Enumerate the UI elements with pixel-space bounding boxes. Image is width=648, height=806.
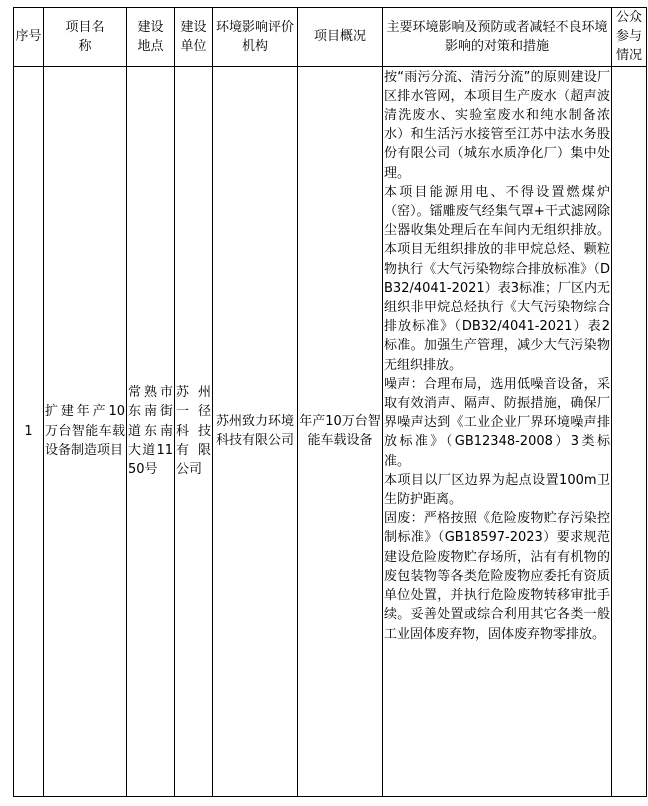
measure-water: 按“雨污分流、清污分流”的原则建设厂区排水管网，本项目生产废水（超声波清洗废水、实验室废水和纯水制备浓水）和生活污水接管至江苏中法水务股份有限公司（城东水质净化厂）集中处理。 — [384, 69, 610, 181]
cell-builder: 苏州一径科技有限公司 — [175, 66, 213, 796]
cell-eia-agency: 苏州致力环境科技有限公司 — [213, 66, 298, 796]
cell-measures — [383, 66, 612, 796]
header-eia-agency: 环境影响评价机构 — [213, 8, 298, 67]
cell-public — [612, 66, 647, 796]
header-builder: 建设单位 — [175, 8, 213, 67]
table-row — [14, 66, 647, 796]
cell-seq: 1 — [14, 66, 44, 796]
header-row — [14, 8, 647, 67]
header-overview: 项目概况 — [298, 8, 383, 67]
measure-solid-waste: 固废：严格按照《危险废物贮存污染控制标准》（GB18597-2023）要求规范建设危险废物贮存场所，沾有有机物的废包装物等各类危险废物应委托有资质单位处置，并执行危险废物转移审批手续。妥善处置或综合利用其它各类一般工业固体废弃物，固体废弃物零排放。 — [384, 511, 610, 642]
cell-location: 常熟市东南街道东南大道1150号 — [127, 66, 175, 796]
measure-noise: 噪声：合理布局，选用低噪音设备，采取有效消声、隔声、防振措施，确保厂界噪声达到《工业企业厂界环境噪声排放标准》（GB12348-2008）3类标准。 — [384, 376, 610, 469]
header-public: 公众参与情况 — [612, 8, 647, 67]
cell-overview: 年产10万台智能车载设备 — [298, 66, 383, 796]
measure-air: 本项目能源用电、不得设置燃煤炉（窑）。镭雕废气经集气罩+干式滤网除尘器收集处理后在车间内无组织排放。本项目无组织排放的非甲烷总烃、颗粒物执行《大气污染物综合排放标准》（DB32/4041-2021）表3标准；厂区内无组织非甲烷总烃执行《大气污染物综合排放标准》（DB32/4041-2021）表2标准。加强生产管理，减少大气污染物无组织排放。 — [384, 184, 610, 373]
header-location: 建设地点 — [127, 8, 175, 67]
measure-protection-distance: 本项目以厂区边界为起点设置100m卫生防护距离。 — [384, 472, 610, 508]
header-project-name: 项目名称 — [44, 8, 127, 67]
header-measures: 主要环境影响及预防或者减轻不良环境影响的对策和措施 — [383, 8, 612, 67]
eia-approval-table — [13, 7, 647, 797]
cell-project-name: 扩建年产10万台智能车载设备制造项目 — [44, 66, 127, 796]
header-seq: 序号 — [14, 8, 44, 67]
